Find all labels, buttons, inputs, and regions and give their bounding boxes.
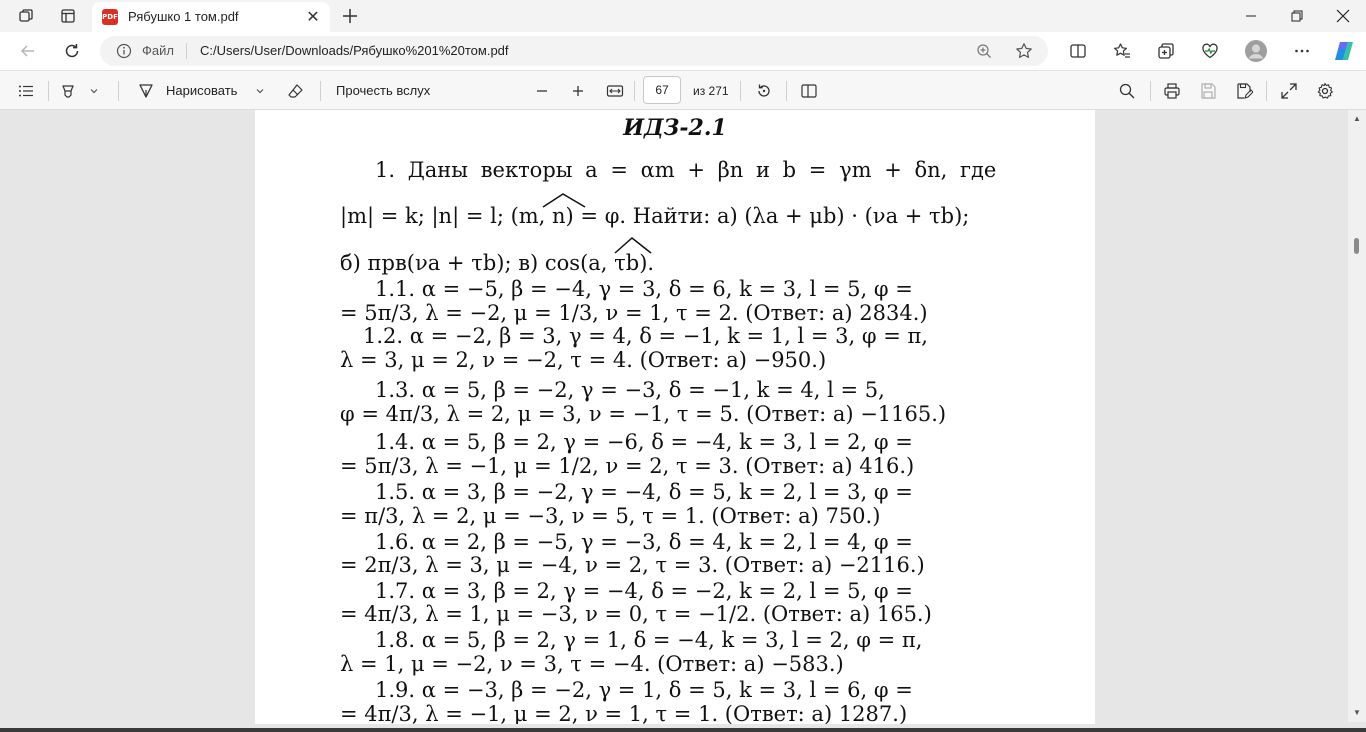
scroll-up-arrow-icon[interactable]: ▲ — [1353, 113, 1361, 123]
taskbar-edge — [0, 728, 1366, 732]
zoom-icon[interactable] — [974, 41, 994, 61]
scroll-down-arrow-icon[interactable]: ▼ — [1353, 707, 1361, 717]
address-divider — [186, 43, 187, 59]
contents-list-icon[interactable] — [16, 81, 36, 101]
variant-line: 1.1. α = −5, β = −4, γ = 3, δ = 6, k = 3, l = 5, φ = — [375, 277, 913, 301]
variant-line: φ = 4π/3, λ = 2, μ = 3, ν = −1, τ = 5. (Ответ: а) −1165.) — [340, 402, 947, 426]
eraser-icon[interactable] — [286, 81, 306, 101]
page-total-label: из 271 — [693, 84, 729, 98]
fit-width-icon[interactable] — [605, 81, 625, 101]
variant-line: = 4π/3, λ = −1, μ = 2, ν = 1, τ = 1. (Ответ: а) 1287.) — [340, 702, 908, 724]
variant-line: 1.6. α = 2, β = −5, γ = −3, δ = 4, k = 2, l = 4, φ = — [375, 530, 913, 554]
new-tab-icon[interactable] — [340, 6, 360, 26]
pdf-page — [255, 110, 1095, 724]
minimize-icon[interactable] — [1240, 6, 1262, 26]
profile-avatar-icon[interactable] — [1244, 39, 1268, 63]
highlight-icon[interactable] — [58, 81, 78, 101]
variant-line: 1.4. α = 5, β = 2, γ = −6, δ = −4, k = 3, l = 2, φ = — [375, 430, 913, 454]
tab-title: Рябушко 1 том.pdf — [128, 9, 239, 24]
navigation-bar — [0, 32, 1366, 70]
variant-line: 1.8. α = 5, β = 2, γ = 1, δ = −4, k = 3, l = 2, φ = π, — [375, 628, 923, 652]
toolbar-divider — [118, 81, 119, 101]
highlight-dropdown-chevron-icon[interactable] — [86, 81, 102, 101]
refresh-icon[interactable] — [62, 41, 82, 61]
toolbar-divider — [1150, 81, 1151, 101]
pdf-viewer[interactable] — [0, 110, 1366, 732]
zoom-in-icon[interactable] — [568, 81, 588, 101]
save-icon[interactable] — [1198, 81, 1218, 101]
variant-line: 1.7. α = 3, β = 2, γ = −4, δ = −2, k = 2, l = 5, φ = — [375, 579, 913, 603]
variant-line: = 5π/3, λ = −1, μ = 1/2, ν = 2, τ = 3. (Ответ: а) 416.) — [340, 454, 915, 478]
section-heading: ИДЗ-2.1 — [623, 115, 727, 141]
copilot-icon[interactable] — [1332, 39, 1356, 63]
problem-statement-line: 1. Даны векторы a = αm + βn и b = γm + δn, где — [375, 158, 997, 182]
toolbar-divider — [48, 81, 49, 101]
save-as-icon[interactable] — [1234, 81, 1254, 101]
pdf-toolbar — [0, 70, 1366, 110]
scrollbar-thumb[interactable] — [1354, 238, 1359, 254]
close-tab-icon[interactable]: ✕ — [306, 9, 320, 26]
address-bar[interactable] — [100, 36, 1048, 66]
variant-line: = 4π/3, λ = 1, μ = −3, ν = 0, τ = −1/2. (Ответ: а) 165.) — [340, 602, 932, 626]
read-aloud-button[interactable]: Прочесть вслух — [336, 83, 431, 98]
angle-hat-marks — [255, 110, 1095, 270]
back-icon[interactable] — [18, 41, 38, 61]
toolbar-divider — [740, 81, 741, 101]
vertical-tabs-icon[interactable] — [58, 6, 78, 26]
settings-more-icon[interactable] — [1292, 41, 1312, 61]
variant-line: 1.9. α = −3, β = −2, γ = 1, δ = 5, k = 3, l = 6, φ = — [375, 678, 913, 702]
favorites-icon[interactable] — [1112, 41, 1132, 61]
workspaces-icon[interactable] — [16, 6, 36, 26]
toolbar-divider — [634, 81, 635, 101]
draw-button-label[interactable]: Нарисовать — [166, 83, 238, 98]
toolbar-divider — [786, 81, 787, 101]
pdf-file-icon: PDF — [102, 9, 118, 25]
toolbar-divider — [320, 81, 321, 101]
restore-icon[interactable] — [1286, 6, 1308, 26]
split-screen-icon[interactable] — [1068, 41, 1088, 61]
tab-pdf[interactable] — [92, 2, 330, 32]
collections-icon[interactable] — [1156, 41, 1176, 61]
toolbar-divider — [1266, 81, 1267, 101]
variant-line: = π/3, λ = 2, μ = −3, ν = 5, τ = 1. (Ответ: а) 750.) — [340, 504, 881, 528]
url-text[interactable]: C:/Users/User/Downloads/Рябушко%201%20том.pdf — [200, 43, 509, 58]
tab-strip — [0, 0, 1366, 32]
close-window-icon[interactable] — [1332, 6, 1354, 26]
variant-line: 1.2. α = −2, β = 3, γ = 4, δ = −1, k = 1, l = 3, φ = π, — [363, 324, 928, 348]
favorite-star-icon[interactable] — [1014, 41, 1034, 61]
variant-line: = 5π/3, λ = −2, μ = 1/3, ν = 1, τ = 2. (Ответ: а) 2834.) — [340, 301, 928, 325]
draw-pen-icon[interactable] — [136, 81, 156, 101]
zoom-out-icon[interactable] — [532, 81, 552, 101]
variant-line: λ = 1, μ = −2, ν = 3, τ = −4. (Ответ: а) −583.) — [340, 652, 844, 676]
page-number-input[interactable]: 67 — [643, 76, 681, 104]
performance-heart-icon[interactable] — [1200, 41, 1220, 61]
print-icon[interactable] — [1162, 81, 1182, 101]
page-view-icon[interactable] — [799, 81, 819, 101]
fullscreen-icon[interactable] — [1279, 81, 1299, 101]
pdf-settings-gear-icon[interactable] — [1315, 81, 1335, 101]
file-scheme-label: Файл — [142, 43, 174, 58]
variant-line: λ = 3, μ = 2, ν = −2, τ = 4. (Ответ: а) −950.) — [340, 348, 827, 372]
problem-statement-line: б) прв(νa + τb); в) cos(a, τb). — [340, 251, 655, 275]
variant-line: = 2π/3, λ = 3, μ = −4, ν = 2, τ = 3. (Ответ: а) −2116.) — [340, 553, 925, 577]
problem-statement-line: |m| = k; |n| = l; (m, n) = φ. Найти: а) (λa + μb) · (νa + τb); — [340, 204, 970, 228]
vertical-scrollbar[interactable] — [1348, 110, 1366, 722]
variant-line: 1.5. α = 3, β = −2, γ = −4, δ = 5, k = 2, l = 3, φ = — [375, 480, 913, 504]
draw-dropdown-chevron-icon[interactable] — [252, 81, 268, 101]
info-icon[interactable] — [116, 43, 132, 59]
rotate-icon[interactable] — [754, 81, 774, 101]
search-icon[interactable] — [1117, 81, 1137, 101]
variant-line: 1.3. α = 5, β = −2, γ = −3, δ = −1, k = 4, l = 5, — [375, 378, 885, 402]
